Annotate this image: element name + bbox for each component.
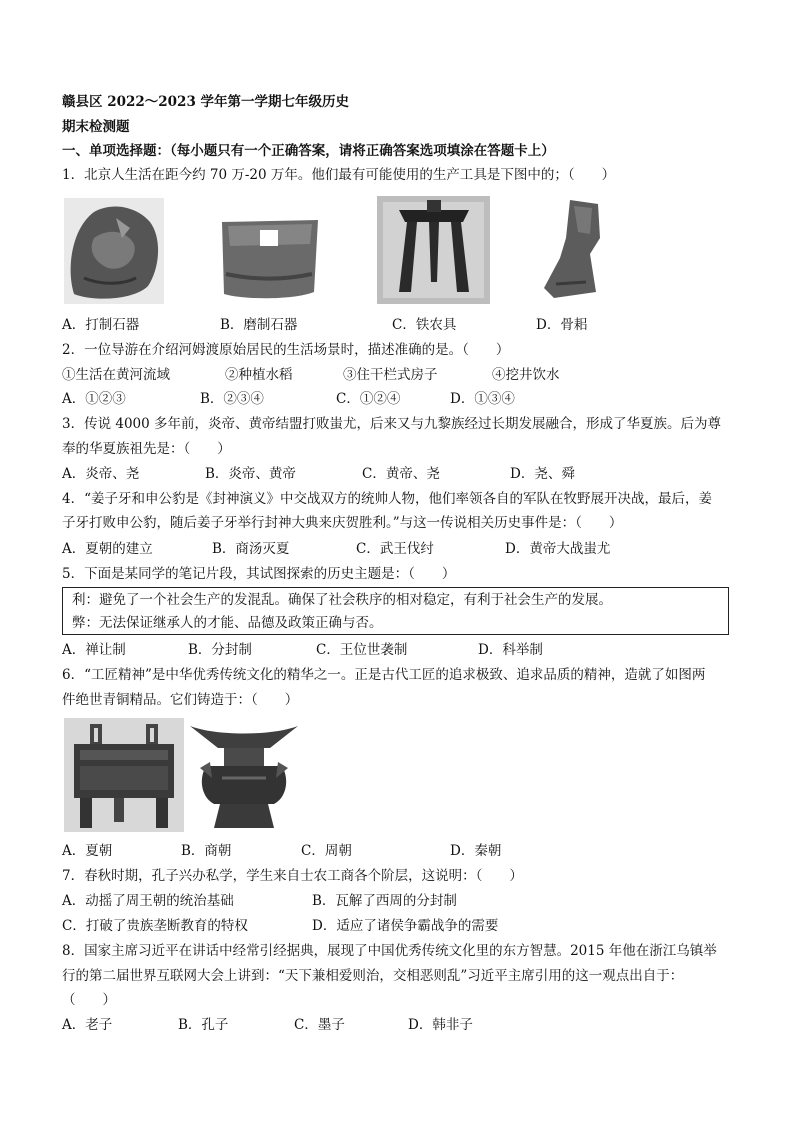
question-6-stem-line-1: 6．“工匠精神”是中华优秀传统文化的精华之一。正是古代工匠的追求极致、追求品质的精神，造就了如图两 <box>62 667 706 683</box>
question-4-option-b[interactable]: B．商汤灭夏 <box>212 541 290 557</box>
bronze-zun-image <box>186 718 302 832</box>
note-box <box>62 587 729 635</box>
polished-stone-tool-image <box>214 214 326 304</box>
bronze-ding-image <box>64 718 184 832</box>
question-2-item-3: ③住干栏式房子 <box>343 367 438 383</box>
question-4-stem-line-2: 子牙打败申公豹，随后姜子牙举行封神大典来庆贺胜利。”与这一传说相关历史事件是：（ ） <box>62 515 623 531</box>
exam-subtitle: 期末检测题 <box>62 119 130 135</box>
question-8-stem-line-2: 行的第二届世界互联网大会上讲到：“天下兼相爱则治，交相恶则乱”习近平主席引用的这一观点出自于： <box>62 968 684 984</box>
question-8-option-a[interactable]: A．老子 <box>62 1017 113 1033</box>
question-8-stem-line-1: 8．国家主席习近平在讲话中经常引经据典，展现了中国优秀传统文化里的东方智慧。2015 年他在浙江乌镇举 <box>62 943 717 959</box>
section-heading: 一、单项选择题：（每小题只有一个正确答案，请将正确答案选项填涂在答题卡上） <box>62 143 555 159</box>
question-7-stem: 7．春秋时期，孔子兴办私学，学生来自士农工商各个阶层，这说明：（ ） <box>62 868 523 884</box>
question-1-option-d[interactable]: D．骨耜 <box>536 317 588 333</box>
question-7-option-d[interactable]: D．适应了诸侯争霸战争的需要 <box>312 918 499 934</box>
question-6-option-a[interactable]: A．夏朝 <box>62 843 113 859</box>
question-8-option-b[interactable]: B．孔子 <box>178 1017 229 1033</box>
question-2-item-4: ④挖井饮水 <box>492 367 560 383</box>
question-4-option-a[interactable]: A．夏朝的建立 <box>62 541 153 557</box>
question-1-option-c[interactable]: C．铁农具 <box>392 317 457 333</box>
question-5-option-b[interactable]: B．分封制 <box>188 642 252 658</box>
question-3-stem-line-2: 奉的华夏族祖先是：（ ） <box>62 441 231 457</box>
question-2-option-d[interactable]: D．①③④ <box>450 391 515 407</box>
question-8-option-d[interactable]: D．韩非子 <box>408 1017 473 1033</box>
question-8-option-c[interactable]: C．墨子 <box>294 1017 345 1033</box>
iron-farm-tool-image <box>377 196 490 304</box>
question-7-option-a[interactable]: A．动摇了周王朝的统治基础 <box>62 893 234 909</box>
question-3-option-a[interactable]: A．炎帝、尧 <box>62 466 140 482</box>
question-7-option-c[interactable]: C．打破了贵族垄断教育的特权 <box>62 918 248 934</box>
question-2-option-b[interactable]: B．②③④ <box>200 391 264 407</box>
question-4-stem-line-1: 4．“姜子牙和申公豹是《封神演义》中交战双方的统帅人物，他们率领各自的军队在牧野展开决战，最后，姜 <box>62 491 712 507</box>
question-1-option-a[interactable]: A．打制石器 <box>62 317 140 333</box>
question-4-option-d[interactable]: D．黄帝大战蚩尤 <box>505 541 611 557</box>
note-box-cons: 弊：无法保证继承人的才能、品德及政策正确与否。 <box>72 615 383 631</box>
question-5-stem: 5．下面是某同学的笔记片段，其试图探索的历史主题是：（ ） <box>62 566 456 582</box>
question-8-stem-line-3: （ ） <box>62 992 116 1008</box>
question-5-option-c[interactable]: C．王位世袭制 <box>316 642 408 658</box>
question-1-option-b[interactable]: B．磨制石器 <box>220 317 298 333</box>
chipped-stone-tool-image <box>64 198 164 304</box>
note-box-pros: 利：避免了一个社会生产的发混乱。确保了社会秩序的相对稳定，有利于社会生产的发展。 <box>72 592 612 608</box>
question-3-option-b[interactable]: B．炎帝、黄帝 <box>205 466 296 482</box>
question-6-stem-line-2: 件绝世青铜精品。它们铸造于：（ ） <box>62 692 299 708</box>
question-2-stem: 2．一位导游在介绍河姆渡原始居民的生活场景时，描述准确的是。（ ） <box>62 342 510 358</box>
question-6-option-d[interactable]: D．秦朝 <box>450 843 502 859</box>
question-7-option-b[interactable]: B．瓦解了西周的分封制 <box>312 893 457 909</box>
question-1-stem: 1．北京人生活在距今约 70 万-20 万年。他们最有可能使用的生产工具是下图中的；（ ） <box>62 167 616 183</box>
question-5-option-d[interactable]: D．科举制 <box>478 642 543 658</box>
exam-title: 赣县区 2022～2023 学年第一学期七年级历史 <box>62 94 350 110</box>
bone-spade-image <box>540 198 610 304</box>
question-3-stem-line-1: 3．传说 4000 多年前，炎帝、黄帝结盟打败蚩尤，后来又与九黎族经过长期发展融合，形成了华夏族。后为尊 <box>62 416 722 432</box>
question-2-option-c[interactable]: C．①②④ <box>336 391 401 407</box>
question-6-option-b[interactable]: B．商朝 <box>181 843 232 859</box>
question-2-item-1: ①生活在黄河流域 <box>62 367 170 383</box>
question-2-option-a[interactable]: A．①②③ <box>62 391 126 407</box>
question-3-option-d[interactable]: D．尧、舜 <box>510 466 575 482</box>
question-4-option-c[interactable]: C．武王伐纣 <box>356 541 434 557</box>
question-5-option-a[interactable]: A．禅让制 <box>62 642 126 658</box>
question-3-option-c[interactable]: C．黄帝、尧 <box>362 466 440 482</box>
question-6-option-c[interactable]: C．周朝 <box>301 843 352 859</box>
question-2-item-2: ②种植水稻 <box>225 367 293 383</box>
